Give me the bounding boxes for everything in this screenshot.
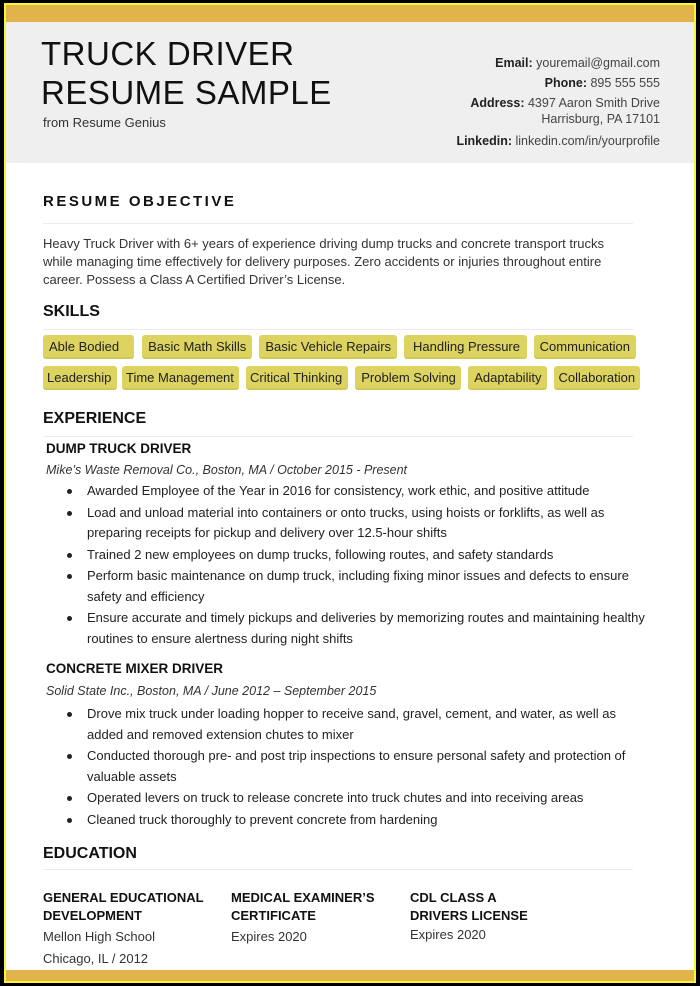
job-employer-dates: Mike’s Waste Removal Co., Boston, MA / October 2015 - Present — [46, 463, 408, 477]
bottom-accent-band — [6, 970, 694, 981]
resume-page — [6, 5, 694, 981]
job-employer-dates: Solid State Inc., Boston, MA / June 2012 – September 2015 — [46, 684, 377, 698]
skill-chip: Communication — [534, 335, 636, 359]
bullet-item: Trained 2 new employees on dump trucks, following routes, and safety standards — [67, 545, 647, 566]
skill-chip: Handling Pressure — [404, 335, 527, 359]
education-heading: EDUCATION — [43, 845, 137, 862]
education-title: DEVELOPMENT — [43, 908, 142, 923]
job-title: CONCRETE MIXER DRIVER — [46, 661, 224, 676]
linkedin-value[interactable]: linkedin.com/in/yourprofile — [515, 134, 660, 148]
bullet-item: Perform basic maintenance on dump truck, including fixing minor issues and defects to ensure safety and efficiency — [67, 566, 647, 607]
education-title: CERTIFICATE — [231, 908, 316, 923]
skill-chip: Leadership — [43, 366, 117, 390]
resume-header — [6, 22, 694, 163]
email-label: Email: — [495, 56, 533, 70]
education-item — [43, 889, 204, 969]
resume-title: TRUCK DRIVER RESUME SAMPLE — [41, 35, 332, 111]
address-label: Address: — [470, 96, 525, 110]
phone-value: 895 555 555 — [590, 76, 660, 90]
skill-chip: Problem Solving — [355, 366, 461, 390]
address-line1: 4397 Aaron Smith Drive — [527, 96, 660, 110]
address-line2: Harrisburg, PA 17101 — [541, 112, 660, 126]
bullet-item: Load and unload material into containers or onto trucks, using hoists or forklifts, as well as preparing receipts for pickup and delivery over 12.5-hour shifts — [67, 503, 647, 544]
skill-chip: Collaboration — [554, 366, 640, 390]
education-title: MEDICAL EXAMINER’S — [231, 890, 375, 905]
education-detail: Expires 2020 — [410, 927, 486, 942]
skill-chip: Basic Vehicle Repairs — [259, 335, 397, 359]
bullet-item: Conducted thorough pre- and post trip inspections to ensure personal safety and protection of valuable assets — [67, 746, 647, 787]
education-detail: Mellon High School — [43, 929, 156, 944]
objective-text: Heavy Truck Driver with 6+ years of experience driving dump trucks and concrete transport trucks while managing time effectively for delivery purposes. Zero accidents or injuries throughout entire career. Possess a Class A Certified Driver’s License. — [43, 236, 605, 287]
bullet-item: Operated levers on truck to release concrete into truck chutes and into receiving areas — [67, 788, 647, 809]
education-item — [410, 889, 528, 945]
bullet-item: Drove mix truck under loading hopper to receive sand, gravel, cement, and water, as well as added and removed extension chutes to mixer — [67, 704, 647, 745]
skills-row-1 — [43, 335, 643, 359]
job-bullets — [67, 704, 647, 831]
skill-chip: Able Bodied — [43, 335, 134, 359]
email-value[interactable]: youremail@gmail.com — [536, 56, 660, 70]
contact-phone — [456, 75, 660, 91]
education-detail: Chicago, IL / 2012 — [43, 951, 149, 966]
objective-heading: RESUME OBJECTIVE — [43, 193, 237, 210]
contact-linkedin — [456, 133, 660, 149]
resume-subtitle: from Resume Genius — [43, 115, 166, 130]
job-title: DUMP TRUCK DRIVER — [46, 441, 192, 456]
skill-chip: Critical Thinking — [246, 366, 348, 390]
education-detail: Expires 2020 — [231, 929, 307, 944]
skill-chip: Time Management — [122, 366, 239, 390]
skills-list — [43, 335, 643, 397]
top-accent-band — [6, 5, 694, 22]
divider — [43, 223, 633, 224]
bullet-item: Ensure accurate and timely pickups and deliveries by memorizing routes and maintaining healthy routines to ensure alertness during night shifts — [67, 608, 647, 649]
experience-heading: EXPERIENCE — [43, 410, 147, 427]
bullet-item: Cleaned truck thoroughly to prevent concrete from hardening — [67, 810, 647, 831]
education-item — [231, 889, 375, 947]
education-title: CDL CLASS A — [410, 890, 497, 905]
skills-heading: SKILLS — [43, 303, 100, 320]
divider — [43, 869, 633, 870]
contact-address — [456, 95, 660, 127]
bullet-item: Awarded Employee of the Year in 2016 for consistency, work ethic, and positive attitude — [67, 481, 647, 502]
job-bullets — [67, 481, 647, 650]
linkedin-label: Linkedin: — [456, 134, 512, 148]
page-frame — [4, 3, 696, 983]
skills-row-2 — [43, 366, 643, 390]
divider — [43, 436, 633, 437]
education-title: GENERAL EDUCATIONAL — [43, 890, 204, 905]
phone-label: Phone: — [544, 76, 587, 90]
skill-chip: Basic Math Skills — [142, 335, 252, 359]
skill-chip: Adaptability — [468, 366, 547, 390]
education-title: DRIVERS LICENSE — [410, 908, 528, 923]
divider — [43, 329, 633, 330]
contact-email — [456, 55, 660, 71]
contact-block — [456, 55, 660, 153]
